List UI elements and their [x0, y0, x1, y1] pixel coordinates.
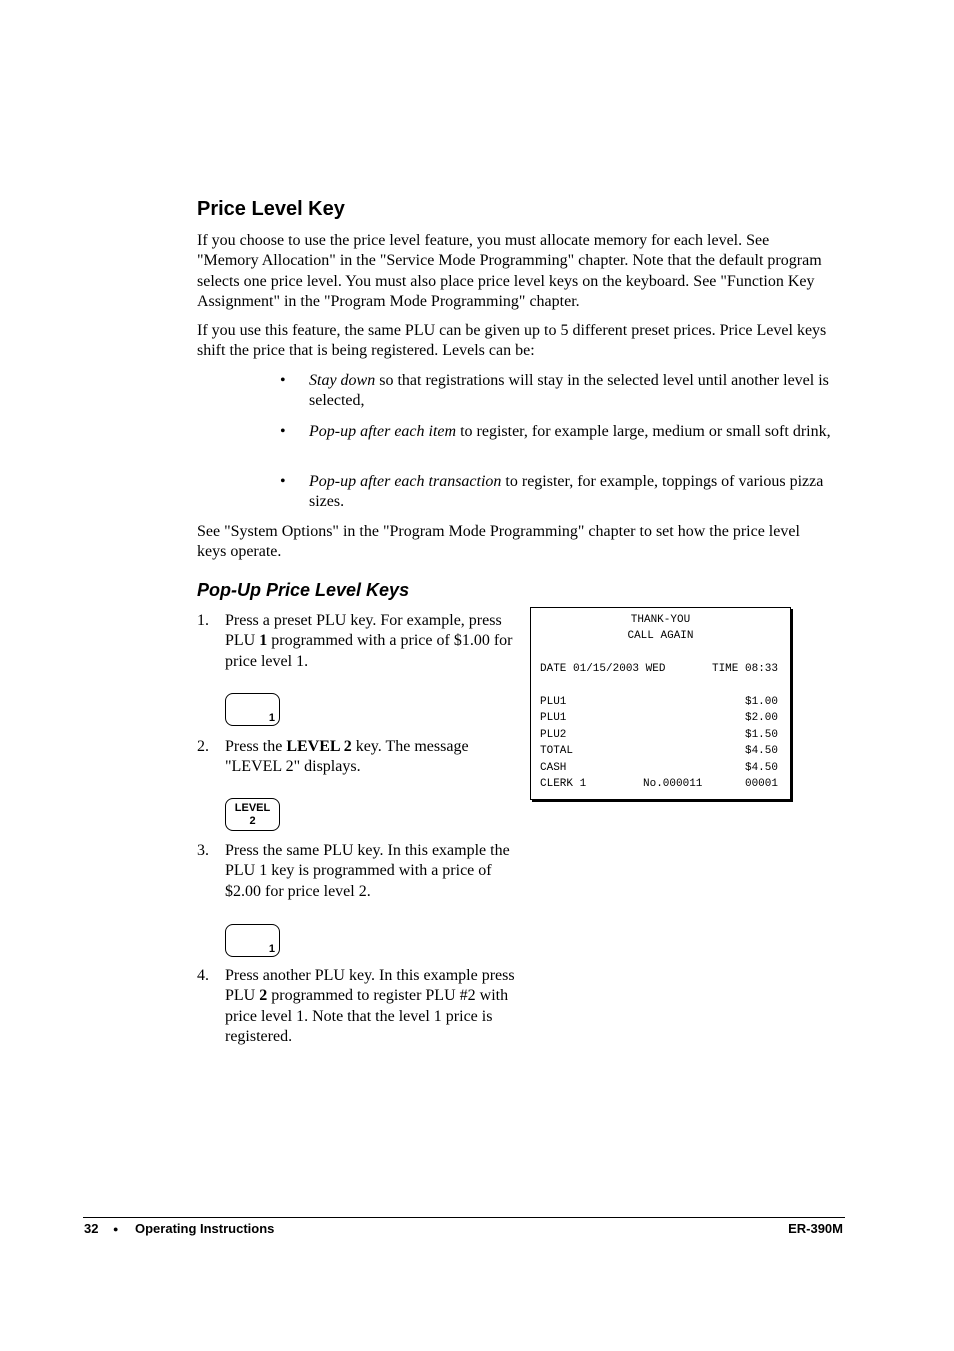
receipt-line-amount: $2.00 [744, 712, 778, 724]
footer-rule [83, 1217, 845, 1218]
receipt-time: TIME 08:33 [711, 663, 778, 675]
receipt-date: DATE 01/15/2003 WED [540, 663, 666, 675]
bullet-dot: • [280, 423, 286, 440]
level-2-key-icon: LEVEL 2 [225, 798, 280, 831]
levels-paragraph: If you use this feature, the same PLU can be given up to 5 different preset prices. Price Level keys shift the price that is being registered. Levels can be: [197, 322, 827, 360]
receipt-line-label: PLU1 [540, 696, 567, 708]
footer-bullet-icon: ● [113, 1224, 119, 1234]
receipt-number: No.000011 [643, 778, 703, 790]
footer-model: ER-390M [788, 1221, 843, 1236]
plu-1-key-icon: 1 [225, 924, 280, 957]
receipt-line-label: PLU2 [540, 729, 567, 741]
bullet-dot: • [280, 372, 286, 389]
footer-section: Operating Instructions [135, 1221, 275, 1236]
intro-paragraph: If you choose to use the price level feature, you must allocate memory for each level. See "Memory Allocation" in the "Service Mode Programming" chapter. Note that the default program selects one price level. You must also place price level keys on the keyboard. See "Function Key Assignment" in the "Program Mode Programming" chapter. [197, 232, 822, 310]
receipt-line-amount: $1.50 [744, 729, 778, 741]
bullet-popup-item: Pop-up after each item to register, for example large, medium or small soft drink, [309, 423, 831, 440]
bullet-stay-down: Stay down so that registrations will stay in the selected level until another level is selected, [309, 372, 829, 410]
receipt-header-line-2: CALL AGAIN [627, 630, 694, 642]
receipt-clerk: CLERK 1 [540, 778, 587, 790]
receipt-line-label: PLU1 [540, 712, 567, 724]
subsection-title: Pop-Up Price Level Keys [197, 580, 410, 600]
section-title: Price Level Key [197, 198, 345, 220]
receipt-line-amount: $4.50 [744, 745, 778, 757]
plu-1-key-icon: 1 [225, 693, 280, 726]
system-options-paragraph: See "System Options" in the "Program Mode Programming" chapter to set how the price level keys operate. [197, 523, 800, 561]
receipt-sample [530, 607, 791, 800]
receipt-line-label: TOTAL [540, 745, 574, 757]
page-number: 32 [84, 1221, 99, 1236]
bullet-dot: • [280, 473, 286, 490]
receipt-consecutive: 00001 [744, 778, 778, 790]
bullet-popup-transaction: Pop-up after each transaction to register, for example, toppings of various pizza sizes. [309, 473, 824, 511]
receipt-line-amount: $1.00 [744, 696, 778, 708]
receipt-header-line-1: THANK-YOU [630, 614, 691, 626]
receipt-line-amount: $4.50 [744, 762, 778, 774]
receipt-line-label: CASH [540, 762, 567, 774]
